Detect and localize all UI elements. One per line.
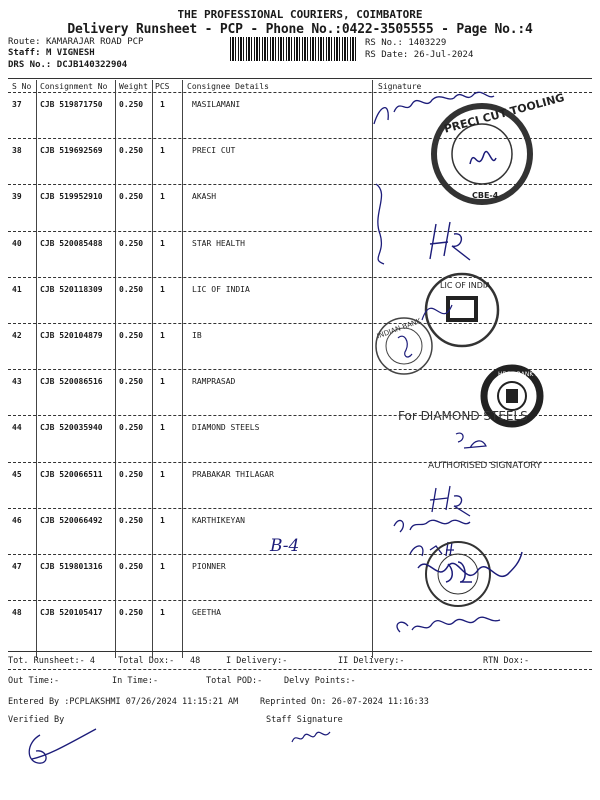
row-pcs: 1 [160,608,165,618]
signature-scribble [430,222,470,260]
lic-stamp-text: LIC OF INDIA [440,281,491,290]
row-consignee: MASILAMANI [192,100,241,109]
signature-scribble [456,433,486,448]
row-weight: 0.250 [119,238,144,248]
hdfc-stamp-text: HDFC BANK LTD [498,371,547,378]
row-pcs: 1 [160,515,165,525]
row-pcs: 1 [160,469,165,479]
row-pcs: 1 [160,100,165,109]
row-consignee: STAR HEALTH [192,238,245,248]
rs-no-label: RS No.: [365,38,403,48]
row-consignment-no: CJB 519801316 [40,562,103,571]
row-sno: 46 [12,515,22,525]
row-sno: 43 [12,377,22,387]
row-sno: 40 [12,238,22,248]
col-header-consignment: Consignment No [40,82,108,91]
handwritten-annotation: B-4 [270,536,300,556]
tot-runsheet: Tot. Runsheet:- 4 [8,656,95,666]
total-dox-value: 48 [190,656,201,666]
drs-line [8,60,127,70]
route-label: Route: [8,37,41,47]
out-time: Out Time:- [8,676,60,686]
row-pcs: 1 [160,284,165,294]
signature-scribble [397,617,500,632]
staff-line [8,48,95,58]
lic-stamp [422,274,498,346]
entered-by: Entered By :PCPLAKSHMI 07/26/2024 11:15:21 AM [8,697,239,707]
footer-rule [8,669,592,670]
row-weight: 0.250 [119,192,144,202]
rs-date-value: 26-Jul-2024 [413,50,474,60]
total-pod: Total POD:- [206,676,263,686]
drs-value: DCJB140322904 [56,60,128,70]
row-consignment-no: CJB 520104879 [40,331,103,340]
preci-stamp-sub: CBE-4 [472,191,499,200]
signature-scribble [394,520,470,556]
row-weight: 0.250 [119,100,144,109]
row-weight: 0.250 [119,562,144,571]
col-header-consignee: Consignee Details [187,82,269,91]
row-consignee: AKASH [192,192,217,202]
row-weight: 0.250 [119,515,144,525]
row-consignment-no: CJB 519692569 [40,146,103,156]
row-weight: 0.250 [119,608,144,618]
delvy-points: Delvy Points:- [284,676,356,686]
row-consignment-no: CJB 520085488 [40,238,103,248]
row-consignee: PRABAKAR THILAGAR [192,469,274,479]
footer-top-rule [8,651,592,652]
rs-no-line [365,38,446,48]
signature-scribble [430,486,470,516]
row-sno: 38 [12,146,22,156]
rs-date-label: RS Date: [365,50,409,60]
verified-by: Verified By [8,715,65,725]
col-header-pcs: PCS [155,82,170,91]
row-consignee: LIC OF INDIA [192,284,250,294]
staff-value: M VIGNESH [45,48,95,58]
in-time: In Time:- [112,676,159,686]
row-sno: 44 [12,423,22,433]
row-weight: 0.250 [119,423,144,433]
company-round-stamp [418,542,522,606]
diamond-stamp-text: For DIAMOND STEELS [398,409,528,423]
row-weight: 0.250 [119,377,144,387]
staff-signature-mark [288,722,348,752]
table-top-rule [8,78,592,79]
col-header-weight: Weight [119,82,148,91]
total-dox-label: Total Dox:- [118,656,175,666]
rs-date-line [365,50,473,60]
staff-signature: Staff Signature [266,715,343,725]
row-weight: 0.250 [119,331,144,340]
staff-label: Staff: [8,48,41,58]
signature-scribble [376,184,384,264]
indian-bank-text: INDIAN BANK [375,316,423,341]
row-pcs: 1 [160,238,165,248]
row-consignee: GEETHA [192,608,221,618]
row-weight: 0.250 [119,469,144,479]
row-consignee: RAMPRASAD [192,377,236,387]
rtn-dox: RTN Dox:- [483,656,530,666]
row-pcs: 1 [160,423,165,433]
row-pcs: 1 [160,562,165,571]
row-sno: 47 [12,562,22,571]
row-sno: 37 [12,100,22,109]
row-consignment-no: CJB 520086516 [40,377,103,387]
verified-signature [20,725,100,775]
row-pcs: 1 [160,192,165,202]
row-consignee: PRECI CUT [192,146,236,156]
rs-no-value: 1403229 [408,38,447,48]
row-consignee: DIAMOND STEELS [192,423,260,433]
row-sno: 41 [12,284,22,294]
route-value: KAMARAJAR ROAD PCP [45,37,144,47]
row-consignment-no: CJB 520118309 [40,284,103,294]
row-consignment-no: CJB 520105417 [40,608,103,618]
row-sno: 39 [12,192,22,202]
drs-label: DRS No.: [8,60,52,70]
row-pcs: 1 [160,377,165,387]
col-header-signature: Signature [378,82,422,91]
signature-area [370,84,592,644]
row-consignment-no: CJB 520066492 [40,515,103,525]
row-consignee: PIONNER [192,562,226,571]
reprinted-on: Reprinted On: 26-07-2024 11:16:33 [260,697,429,707]
row-weight: 0.250 [119,284,144,294]
authorised-signatory-text: AUTHORISED SIGNATORY [428,461,542,471]
col-header-sno: S No [12,82,32,91]
row-consignment-no: CJB 520066511 [40,469,103,479]
row-sno: 48 [12,608,22,618]
row-pcs: 1 [160,146,165,156]
row-pcs: 1 [160,331,165,340]
preci-cut-stamp [434,91,566,202]
indian-bank-stamp [376,317,432,374]
runsheet-subtitle: Delivery Runsheet - PCP - Phone No.:0422-3505555 - Page No.:4 [67,22,533,37]
preci-stamp-text: PRECI CUT TOOLING [442,91,566,136]
row-consignment-no: CJB 519871750 [40,100,103,109]
row-consignment-no: CJB 519952910 [40,192,103,202]
i-delivery: I Delivery:- [226,656,288,666]
row-weight: 0.250 [119,146,144,156]
row-consignee: IB [192,331,202,340]
company-title: THE PROFESSIONAL COURIERS, COIMBATORE [177,8,423,21]
row-consignee: KARTHIKEYAN [192,515,245,525]
row-sno: 45 [12,469,22,479]
route-line [8,37,143,47]
barcode [230,37,358,61]
row-sno: 42 [12,331,22,340]
ii-delivery: II Delivery:- [338,656,405,666]
row-consignment-no: CJB 520035940 [40,423,103,433]
